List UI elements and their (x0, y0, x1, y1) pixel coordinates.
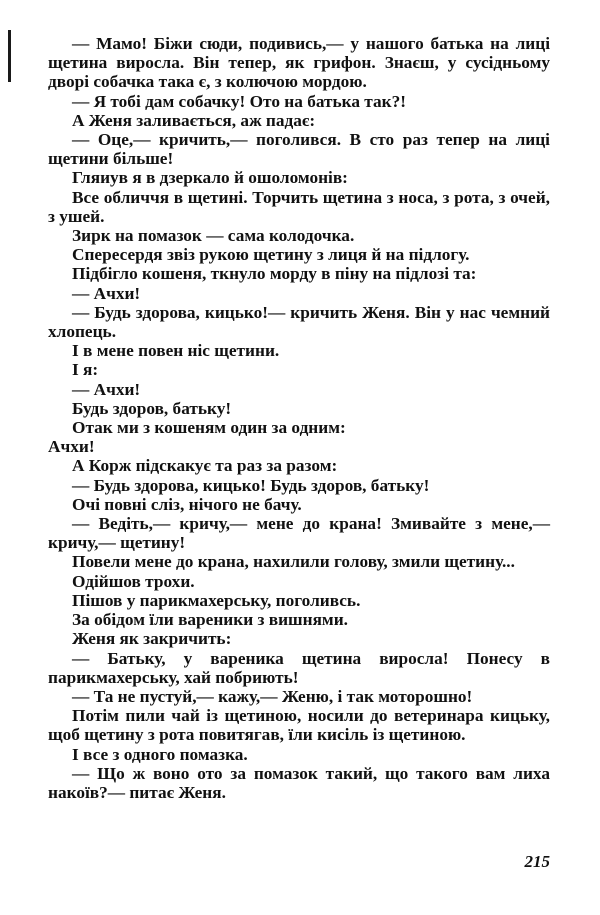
paragraph: — Ачхи! (72, 283, 141, 303)
paragraph: — Та не пустуй,— кажу,— Женю, і так моторошно! (72, 686, 473, 706)
paragraph: — Мамо! Біжи сюди, подивись,— у нашого батька на лиці щетина виросла. Він тепер, як грифон. Знаєш, у сусідньому дворі собачка така є, з колючою мордою. (48, 34, 550, 92)
paragraph: Ачхи! (48, 437, 95, 457)
paragraph: — Ведіть,— кричу,— мене до крана! Змивайте з мене,— кричу,— щетину! (48, 514, 550, 553)
paragraph: Повели мене до крана, нахилили голову, змили щетину... (72, 552, 515, 572)
paragraph: — Будь здорова, кицько! Будь здоров, батьку! (72, 475, 430, 495)
paragraph: Женя як закричить: (72, 629, 232, 649)
paragraph: Зирк на помазок — сама колодочка. (72, 226, 355, 246)
paragraph: Одійшов трохи. (72, 571, 195, 591)
paragraph: Підбігло кошеня, ткнуло морду в піну на підлозі та: (72, 264, 477, 284)
page-edge-mark (8, 30, 11, 82)
body-text (48, 34, 550, 802)
paragraph: І все з одного помазка. (72, 744, 248, 764)
page-number: 215 (524, 852, 550, 871)
paragraph: — Батьку, у вареника щетина виросла! Понесу в парикмахерську, хай побриють! (48, 648, 550, 687)
paragraph: І я: (72, 360, 99, 380)
paragraph: Потім пили чай із щетиною, носили до ветеринара кицьку, щоб щетину з рота повитягав, їли кисіль із щетиною. (48, 706, 550, 745)
paragraph: Отак ми з кошеням один за одним: (72, 418, 346, 438)
paragraph: А Корж підскакує та раз за разом: (72, 456, 338, 476)
paragraph: — Оце,— кричить,— поголився. В сто раз тепер на лиці щетини більше! (48, 130, 550, 169)
paragraph: — Ачхи! (72, 379, 141, 399)
paragraph: Пішов у парикмахерську, поголивсь. (72, 590, 361, 610)
paragraph: — Що ж воно ото за помазок такий, що такого вам лиха накоїв?— питає Женя. (48, 763, 550, 802)
paragraph: І в мене повен ніс щетини. (72, 341, 280, 361)
paragraph: — Я тобі дам собачку! Ото на батька так?! (72, 91, 407, 111)
paragraph: Все обличчя в щетині. Торчить щетина з носа, з рота, з очей, з ушей. (48, 187, 550, 226)
paragraph: Гляиув я в дзеркало й ошоломонів: (72, 168, 348, 188)
paragraph: Очі повні сліз, нічого не бачу. (72, 494, 302, 514)
paragraph: — Будь здорова, кицько!— кричить Женя. Він у нас чемний хлопець. (48, 302, 550, 342)
paragraph: Спересердя звіз рукою щетину з лиця й на підлогу. (72, 245, 470, 265)
paragraph: Будь здоров, батьку! (72, 398, 232, 418)
paragraph: За обідом їли вареники з вишнями. (72, 610, 348, 630)
paragraph: А Женя заливається, аж падає: (72, 110, 316, 130)
